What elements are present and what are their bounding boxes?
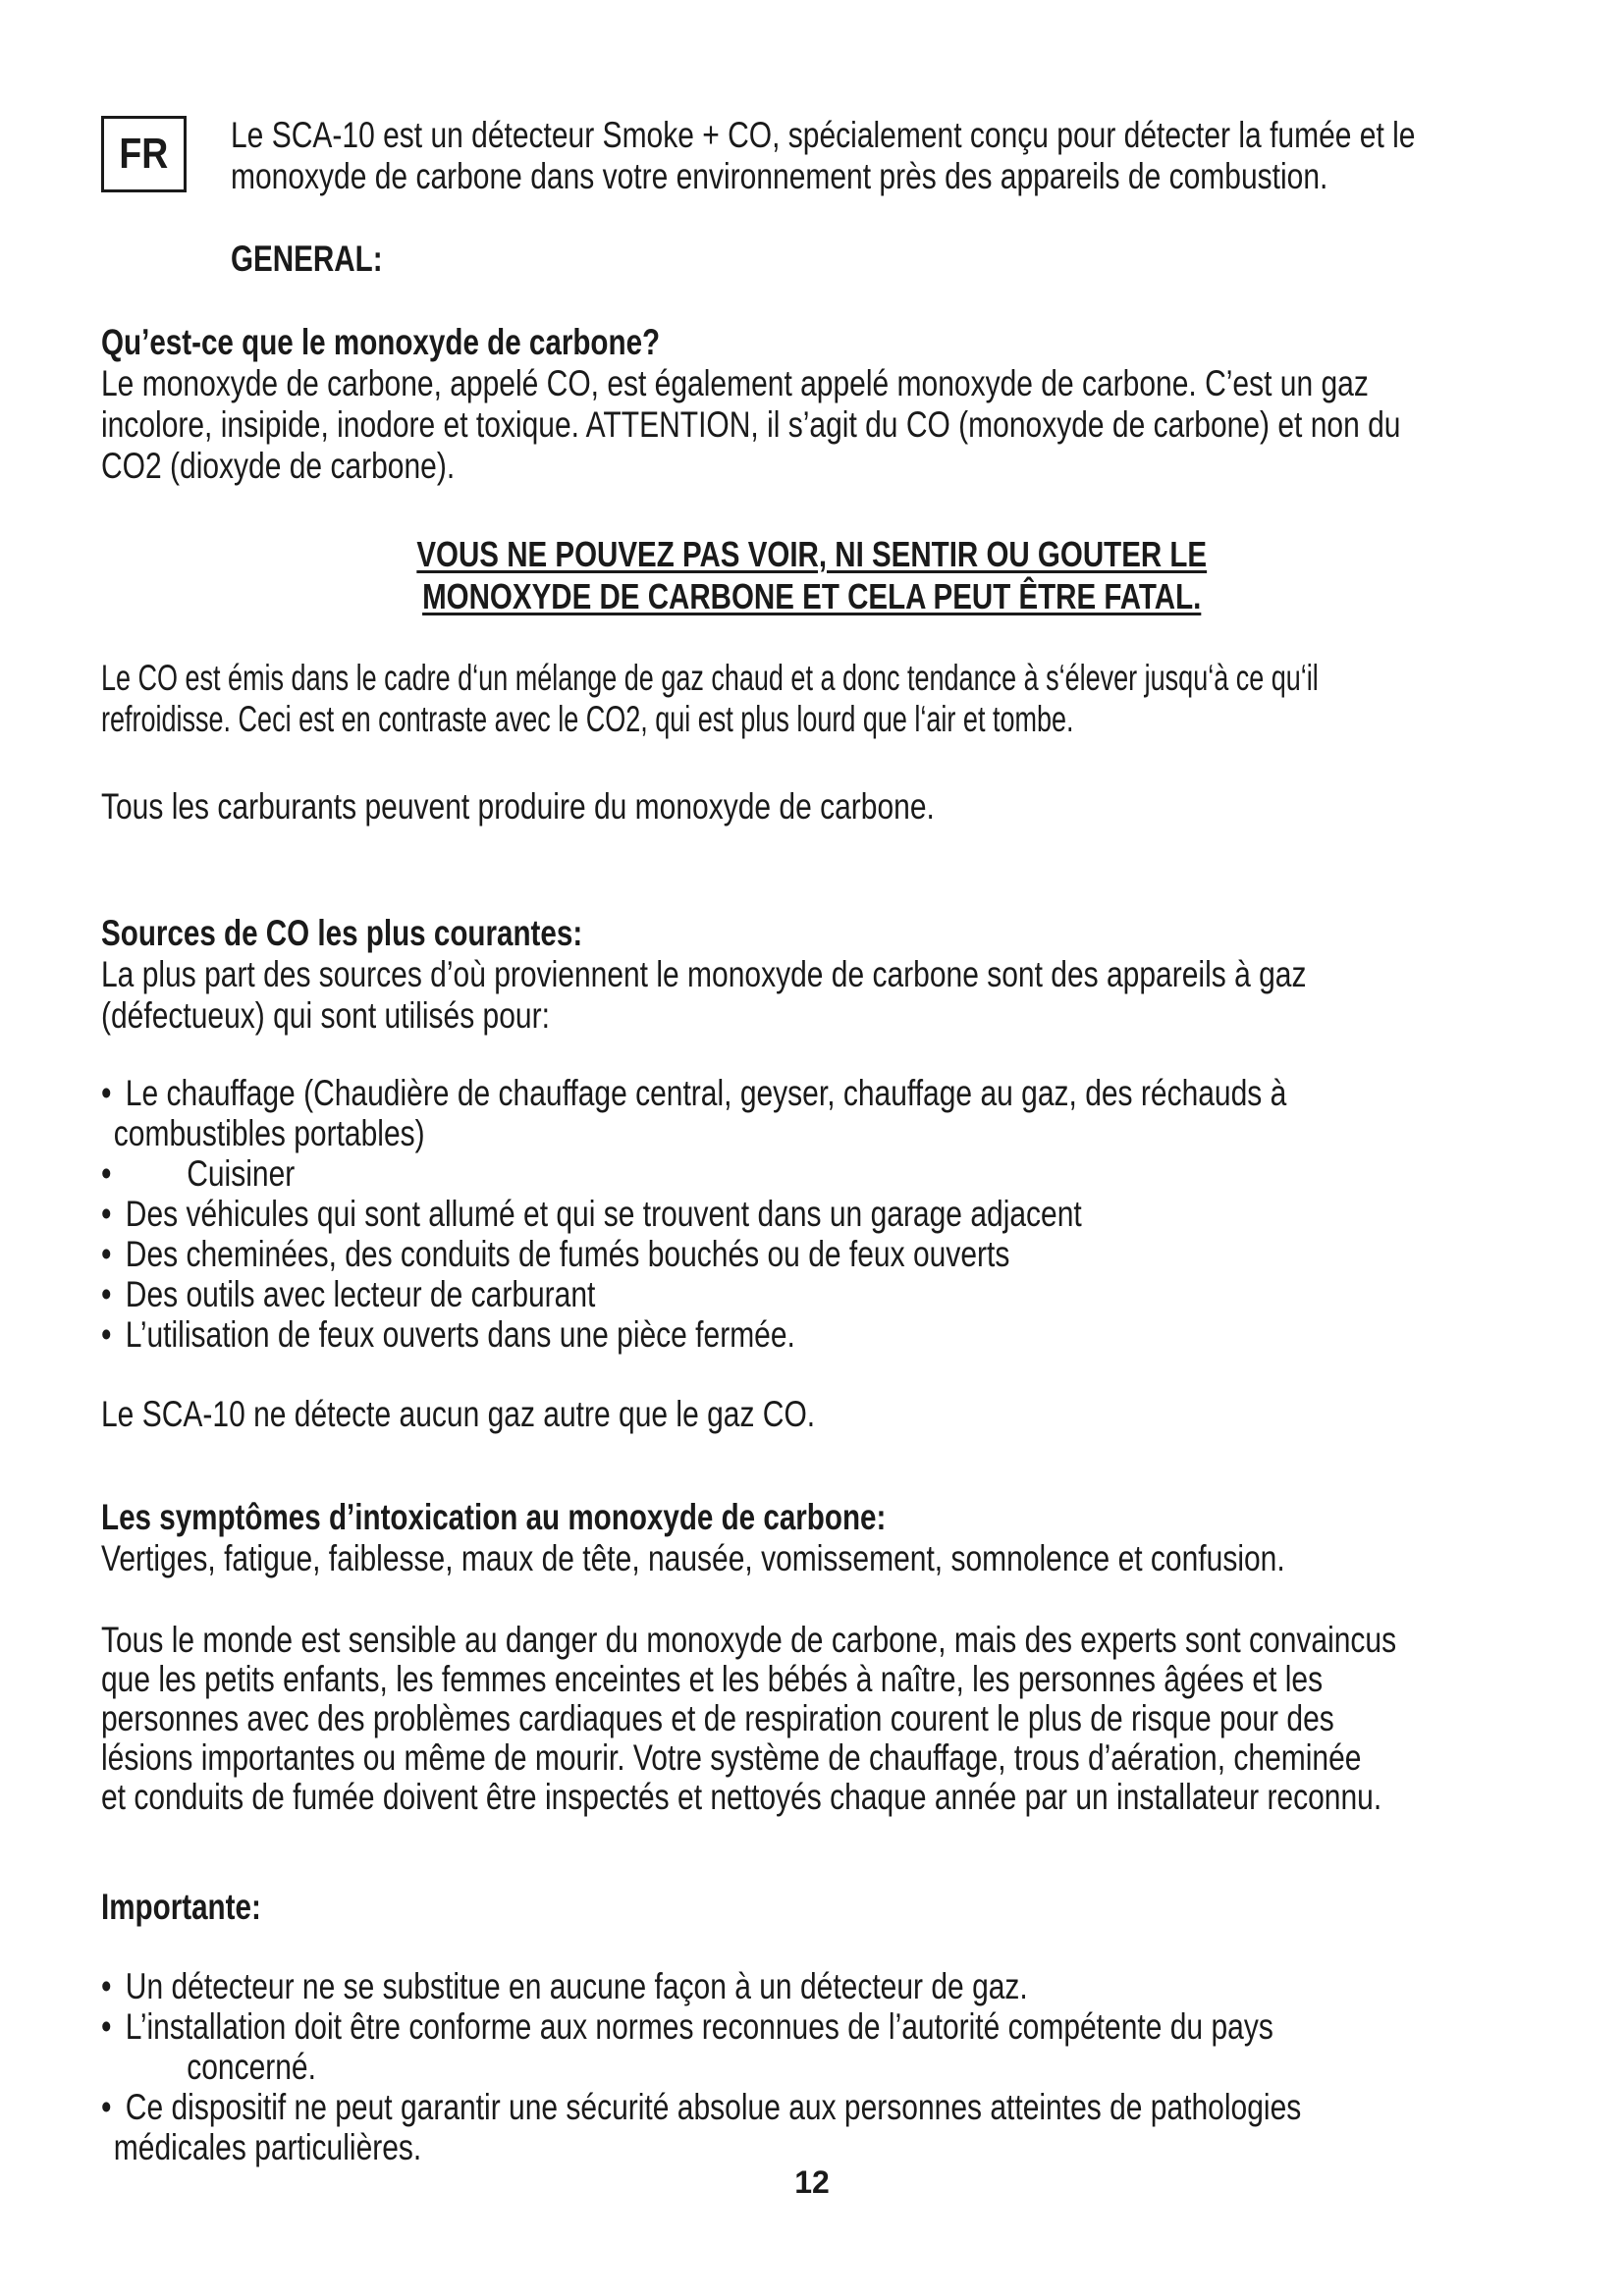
sources-paragraph <box>101 953 1306 1036</box>
list-item: • L’utilisation de feux ouverts dans une pièce fermée. <box>101 1313 795 1355</box>
paragraph-line: Le CO est émis dans le cadre d‘un mélange de gaz chaud et a donc tendance à s‘élever jusqu‘à ce qu‘il <box>101 657 1319 698</box>
language-badge-label: FR <box>119 130 169 178</box>
everyone-paragraph <box>101 1620 1396 1816</box>
general-heading: GENERAL: <box>231 239 383 279</box>
what-is-co-paragraph <box>101 362 1400 486</box>
list-item: • Des cheminées, des conduits de fumés bouchés ou de feux ouverts <box>101 1233 1010 1274</box>
paragraph-line: incolore, insipide, inodore et toxique. ATTENTION, il s’agit du CO (monoxyde de carbone) et non du <box>101 403 1401 445</box>
list-item: • Un détecteur ne se substitue en aucune façon à un détecteur de gaz. <box>101 1965 1028 2006</box>
important-list <box>101 1966 1301 2167</box>
list-item: • Des véhicules qui sont allumé et qui se trouvent dans un garage adjacent <box>101 1193 1082 1234</box>
important-heading: Importante: <box>101 1887 261 1927</box>
intro-line: Le SCA-10 est un détecteur Smoke + CO, spécialement conçu pour détecter la fumée et le <box>231 114 1416 155</box>
all-fuels-paragraph: Tous les carburants peuvent produire du monoxyde de carbone. <box>101 785 935 827</box>
intro-line: monoxyde de carbone dans votre environnement près des appareils de combustion. <box>231 155 1328 196</box>
warning-line-1: VOUS NE POUVEZ PAS VOIR, NI SENTIR OU GOUTER LE <box>416 534 1208 574</box>
page-number: 12 <box>794 2164 830 2200</box>
language-badge <box>101 116 187 192</box>
paragraph-line: Le monoxyde de carbone, appelé CO, est également appelé monoxyde de carbone. C’est un gaz <box>101 362 1369 403</box>
intro-paragraph <box>231 114 1416 196</box>
list-item: • Ce dispositif ne peut garantir une sécurité absolue aux personnes atteintes de pathologies médicales particulières. <box>101 2086 1302 2167</box>
list-item: • L’installation doit être conforme aux normes reconnues de l’autorité compétente du pays concerné. <box>101 2005 1273 2087</box>
paragraph-line: lésions importantes ou même de mourir. Votre système de chauffage, trous d’aération, cheminée <box>101 1736 1362 1778</box>
list-item: • Le chauffage (Chaudière de chauffage central, geyser, chauffage au gaz, des réchauds à combustibles portables) <box>101 1072 1287 1153</box>
paragraph-line: personnes avec des problèmes cardiaques et de respiration courent le plus de risque pour des <box>101 1697 1334 1738</box>
sources-list <box>101 1073 1286 1355</box>
list-item: • Des outils avec lecteur de carburant <box>101 1273 596 1314</box>
paragraph-line: Tous le monde est sensible au danger du monoxyde de carbone, mais des experts sont convaincus <box>101 1619 1397 1660</box>
symptoms-heading: Les symptômes d’intoxication au monoxyde de carbone: <box>101 1497 887 1537</box>
what-is-co-heading: Qu’est-ce que le monoxyde de carbone? <box>101 322 661 362</box>
paragraph-line: La plus part des sources d’où proviennent le monoxyde de carbone sont des appareils à gaz <box>101 953 1307 994</box>
symptoms-paragraph: Vertiges, fatigue, faiblesse, maux de tête, nausée, vomissement, somnolence et confusion. <box>101 1537 1285 1578</box>
warning-line-2: MONOXYDE DE CARBONE ET CELA PEUT ÊTRE FATAL. <box>422 576 1202 616</box>
list-item: • Cuisiner <box>101 1152 296 1194</box>
paragraph-line: refroidisse. Ceci est en contraste avec le CO2, qui est plus lourd que l‘air et tombe. <box>101 698 1074 739</box>
paragraph-line: CO2 (dioxyde de carbone). <box>101 445 456 486</box>
paragraph-line: que les petits enfants, les femmes enceintes et les bébés à naître, les personnes âgées et les <box>101 1658 1324 1699</box>
co-rise-paragraph <box>101 657 1319 739</box>
sources-heading: Sources de CO les plus courantes: <box>101 913 583 953</box>
paragraph-line: et conduits de fumée doivent être inspectés et nettoyés chaque année par un installateur reconnu. <box>101 1776 1382 1817</box>
paragraph-line: (défectueux) qui sont utilisés pour: <box>101 994 550 1036</box>
only-co-paragraph: Le SCA-10 ne détecte aucun gaz autre que le gaz CO. <box>101 1393 816 1434</box>
